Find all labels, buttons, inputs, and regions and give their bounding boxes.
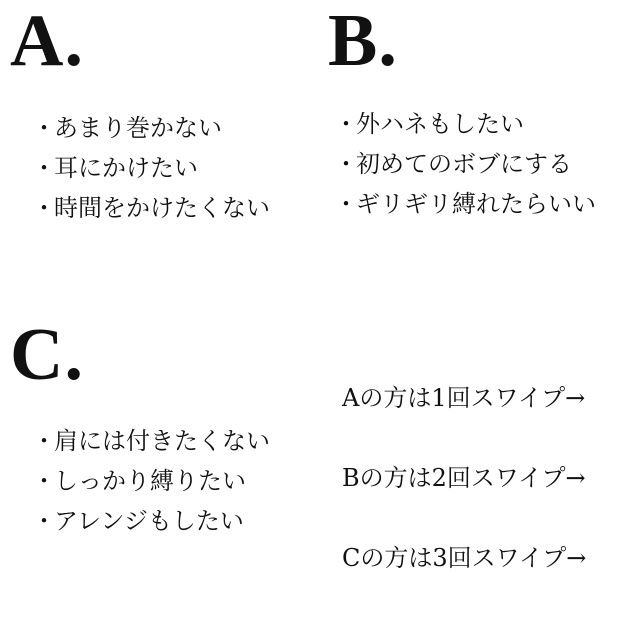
section-b-list [334, 104, 596, 224]
list-item-text: アレンジもしたい [54, 507, 244, 535]
section-b-letter: B. [328, 0, 398, 82]
swipe-instruction-c: Cの方は3回スワイプ→ [342, 544, 587, 572]
bullet-dot: ・ [32, 114, 56, 142]
bullet-dot: ・ [32, 467, 56, 495]
bullet-dot: ・ [334, 150, 358, 178]
list-item-text: あまり巻かない [54, 114, 222, 142]
list-item-text: 耳にかけたい [54, 154, 198, 182]
bullet-dot: ・ [334, 190, 358, 218]
section-a-list [32, 108, 270, 228]
section-c-list [32, 421, 270, 541]
list-item [32, 108, 270, 148]
swipe-instruction-a: Aの方は1回スワイプ→ [342, 384, 586, 412]
list-item-text: 初めてのボブにする [356, 150, 572, 178]
list-item-text: 肩には付きたくない [54, 427, 270, 455]
section-a-letter: A. [10, 0, 84, 82]
bullet-dot: ・ [32, 154, 56, 182]
swipe-instruction-b: Bの方は2回スワイプ→ [342, 464, 586, 492]
list-item [334, 184, 596, 224]
list-item-text: 時間をかけたくない [54, 194, 270, 222]
list-item [32, 188, 270, 228]
list-item [32, 148, 270, 188]
list-item [32, 421, 270, 461]
bullet-dot: ・ [32, 427, 56, 455]
list-item [32, 501, 270, 541]
section-c-letter: C. [10, 314, 84, 396]
list-item [334, 104, 596, 144]
list-item-text: しっかり縛りたい [54, 467, 246, 495]
bullet-dot: ・ [334, 110, 358, 138]
bullet-dot: ・ [32, 507, 56, 535]
list-item [334, 144, 596, 184]
list-item-text: ギリギリ縛れたらいい [356, 190, 596, 218]
bullet-dot: ・ [32, 194, 56, 222]
list-item [32, 461, 270, 501]
list-item-text: 外ハネもしたい [356, 110, 524, 138]
